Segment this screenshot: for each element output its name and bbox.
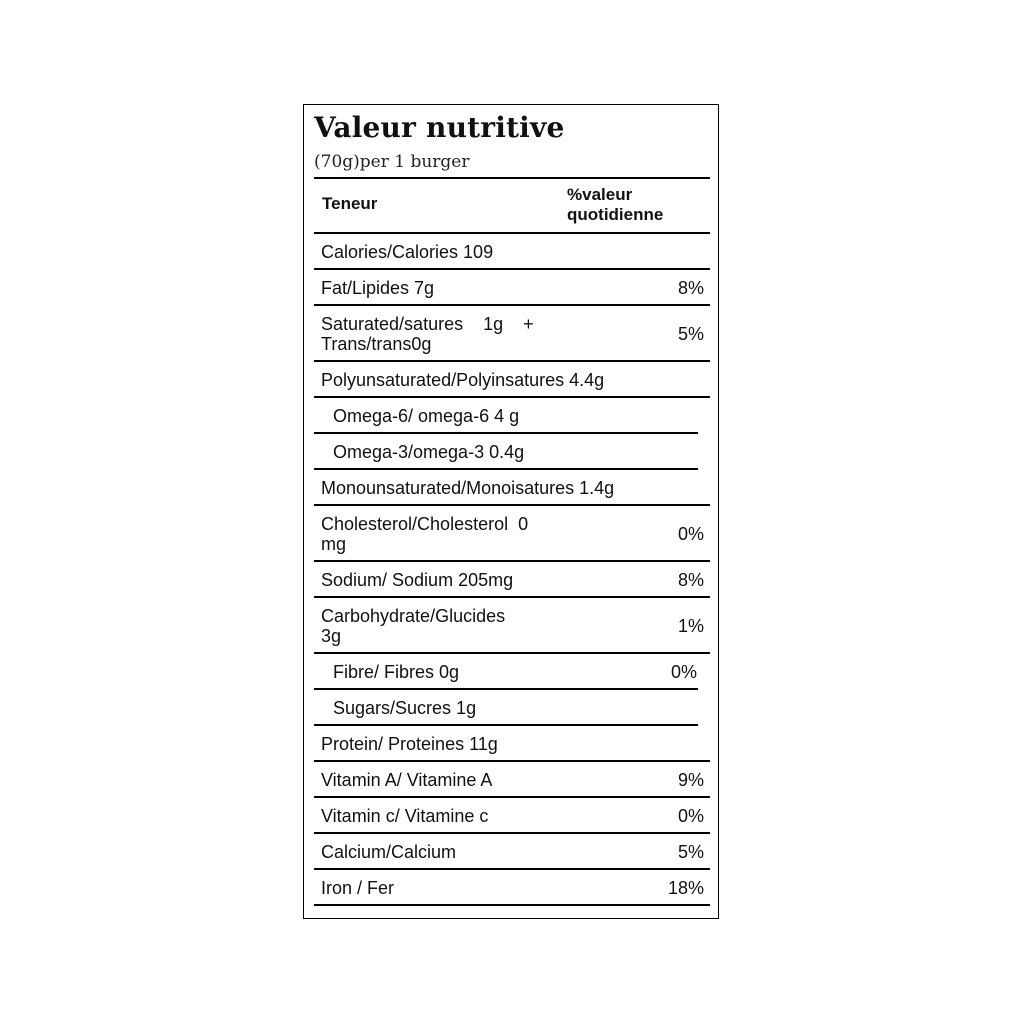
nutrient-name-line-2: mg <box>321 534 347 554</box>
nutrient-name <box>321 798 488 834</box>
nutrient-name-line: Omega-6/ omega-6 4 g <box>333 406 520 426</box>
nutrient-row <box>304 506 718 562</box>
nutrient-row <box>304 690 718 726</box>
label-title: Valeur nutritive <box>314 111 565 144</box>
nutrient-name-line: Calories/Calories 109 <box>321 242 494 262</box>
daily-value-header-line1: %valeur <box>567 185 633 204</box>
nutrient-name-line: Vitamin A/ Vitamine A <box>321 770 493 790</box>
nutrient-name-line: Carbohydrate/Glucides <box>321 606 506 626</box>
nutrient-name <box>321 270 434 306</box>
nutrient-name <box>321 506 528 562</box>
nutrient-row <box>304 434 718 470</box>
nutrient-name <box>333 434 524 470</box>
nutrient-name <box>321 598 505 654</box>
nutrient-name <box>321 726 498 762</box>
nutrient-name-line: Saturated/satures 1g + <box>321 314 534 334</box>
nutrient-name <box>321 562 513 598</box>
header-divider <box>314 177 710 179</box>
nutrient-name <box>321 762 492 798</box>
daily-value-percent: 5% <box>677 323 704 344</box>
nutrient-name-line: Cholesterol/Cholesterol 0 <box>321 514 529 534</box>
nutrient-name <box>321 470 614 506</box>
daily-value-percent: 8% <box>677 569 704 590</box>
row-divider <box>314 904 710 906</box>
daily-value-header-line2: quotidienne <box>567 205 664 224</box>
daily-value-percent: 18% <box>667 877 704 898</box>
nutrient-row <box>304 726 718 762</box>
daily-value-percent: 0% <box>677 523 704 544</box>
nutrient-name <box>321 306 534 362</box>
daily-value-percent: 9% <box>677 769 704 790</box>
nutrient-name <box>333 690 476 726</box>
nutrient-name-line: Polyunsaturated/Polyinsatures 4.4g <box>321 370 605 390</box>
nutrient-name <box>321 834 456 870</box>
daily-value-percent: 8% <box>677 277 704 298</box>
nutrient-name-line: Calcium/Calcium <box>321 842 457 862</box>
nutrient-row <box>304 834 718 870</box>
nutrient-name-line-2: 3g <box>321 626 342 646</box>
daily-value-percent: 0% <box>677 805 704 826</box>
nutrient-row <box>304 598 718 654</box>
nutrient-name-line: Fibre/ Fibres 0g <box>333 662 460 682</box>
nutrient-row <box>304 234 718 270</box>
nutrient-name <box>321 362 604 398</box>
nutrient-row <box>304 762 718 798</box>
daily-value-percent: 0% <box>670 661 697 682</box>
nutrient-row <box>304 654 718 690</box>
content-header: Teneur <box>322 194 378 213</box>
nutrient-name <box>321 870 394 906</box>
nutrient-name-line: Vitamin c/ Vitamine c <box>321 806 489 826</box>
nutrient-name-line: Sugars/Sucres 1g <box>333 698 477 718</box>
nutrient-row <box>304 362 718 398</box>
daily-value-header <box>567 185 707 225</box>
nutrient-name-line: Sodium/ Sodium 205mg <box>321 570 514 590</box>
nutrient-name-line: Monounsaturated/Monoisatures 1.4g <box>321 478 615 498</box>
nutrient-row <box>304 470 718 506</box>
nutrient-row <box>304 306 718 362</box>
daily-value-percent: 5% <box>677 841 704 862</box>
nutrition-facts-label <box>303 104 719 919</box>
nutrient-row <box>304 398 718 434</box>
nutrient-name-line: Iron / Fer <box>321 878 395 898</box>
nutrient-name-line: Protein/ Proteines 11g <box>321 734 498 754</box>
nutrient-name-line: Omega-3/omega-3 0.4g <box>333 442 525 462</box>
nutrient-name <box>333 398 519 434</box>
nutrient-row <box>304 870 718 906</box>
nutrient-row <box>304 270 718 306</box>
nutrient-row <box>304 562 718 598</box>
nutrient-name <box>333 654 459 690</box>
nutrient-row <box>304 798 718 834</box>
nutrient-name <box>321 234 493 270</box>
daily-value-percent: 1% <box>677 615 704 636</box>
nutrient-name-line-2: Trans/trans0g <box>321 334 432 354</box>
nutrient-name-line: Fat/Lipides 7g <box>321 278 435 298</box>
serving-size: (70g)per 1 burger <box>314 152 470 172</box>
